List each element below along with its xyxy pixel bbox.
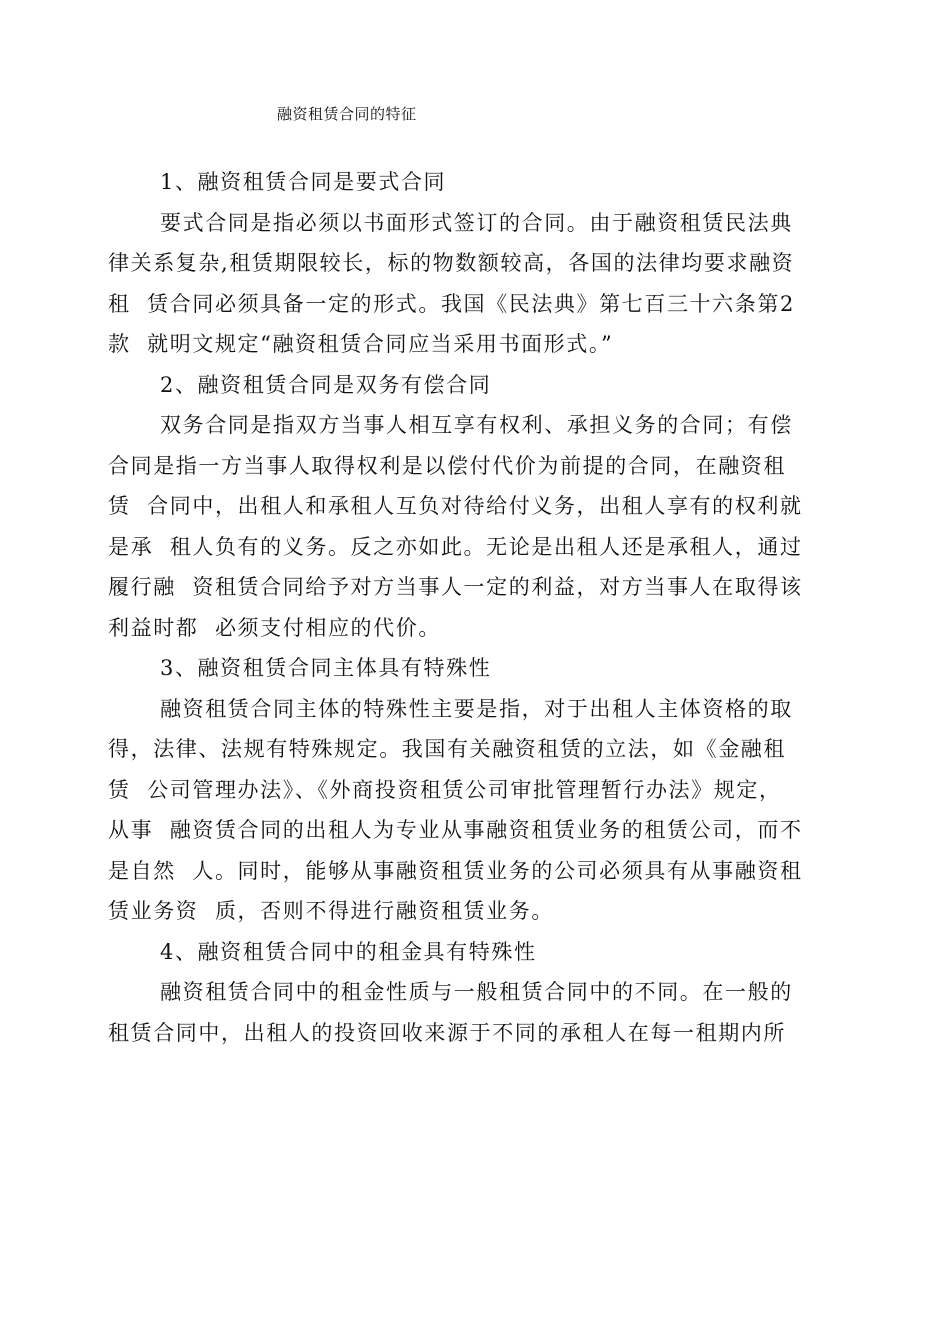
paragraph-line: 从事 融资赁合同的出租人为专业从事融资租赁业务的租赁公司，而不: [108, 818, 803, 842]
paragraph-line: 赁业务资 质，否则不得进行融资租赁业务。: [108, 899, 554, 923]
section-heading-2: 2、融资租赁合同是双务有偿合同: [160, 372, 492, 397]
document-body: [108, 162, 848, 1053]
paragraph-line: 融资租赁合同中的租金性质与一般租赁合同中的不同。在一般的: [160, 980, 793, 1004]
section-heading-1: 1、融资租赁合同是要式合同: [160, 170, 447, 194]
paragraph-line: 融资租赁合同主体的特殊性主要是指，对于出租人主体资格的取: [160, 696, 793, 721]
paragraph-line: 是自然 人。同时，能够从事融资租赁业务的公司必须具有从事融资租: [108, 858, 803, 883]
paragraph-line: 履行融 资租赁合同给予对方当事人一定的利益，对方当事人在取得该: [108, 575, 803, 599]
section-heading-4: 4、融资租赁合同中的租金具有特殊性: [160, 939, 537, 964]
paragraph-line: 双务合同是指双方当事人相互享有权利、承担义务的合同；有偿: [160, 413, 793, 437]
paragraph-line: 租赁合同中，出租人的投资回收来源于不同的承租人在每一租期内所: [108, 1020, 786, 1045]
paragraph-line: 得，法律、法规有特殊规定。我国有关融资租赁的立法，如《金融租: [108, 737, 786, 761]
paragraph-line: 利益时都 必须支付相应的代价。: [108, 615, 441, 640]
paragraph-line: 合同是指一方当事人取得权利是以偿付代价为前提的合同，在融资租: [108, 453, 786, 478]
paragraph-line: 是承 租人负有的义务。反之亦如此。无论是出租人还是承租人，通过: [108, 534, 803, 559]
section-heading-3: 3、融资租赁合同主体具有特殊性: [160, 656, 492, 680]
document-title: 融资租赁合同的特征: [277, 105, 417, 123]
paragraph-line: 赁 合同中，出租人和承租人互负对待给付义务，出租人享有的权利就: [108, 494, 803, 518]
paragraph-line: 赁 公司管理办法》、《外商投资租赁公司审批管理暂行办法》规定，: [108, 777, 782, 802]
paragraph-line: 租 赁合同必须具备一定的形式。我国《民法典》第七百三十六条第2: [108, 291, 795, 316]
paragraph-line: 律关系复杂,租赁期限较长，标的物数额较高，各国的法律均要求融资: [108, 251, 795, 275]
paragraph-line: 要式合同是指必须以书面形式签订的合同。由于融资租赁民法典: [160, 210, 793, 235]
paragraph-line: 款 就明文规定“融资租赁合同应当采用书面形式。”: [108, 332, 614, 356]
